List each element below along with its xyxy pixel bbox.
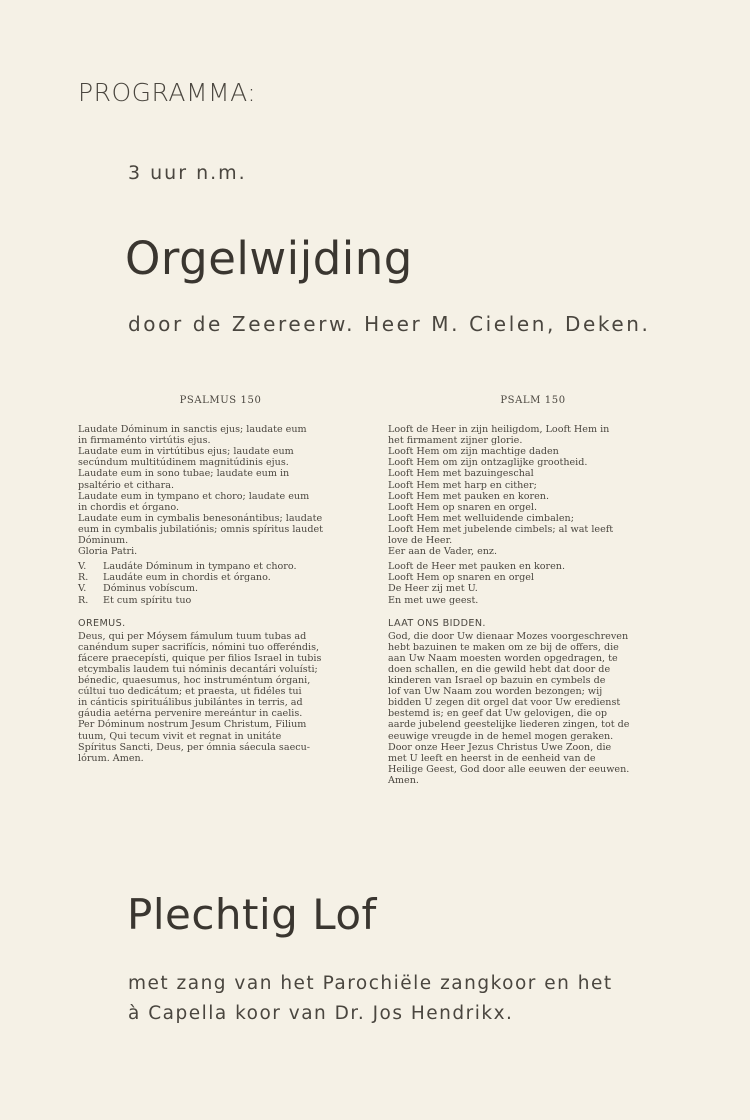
dutch-psalm-line: Looft Hem met harp en cither;: [388, 479, 537, 491]
dutch-psalm-line: Looft Hem met bazuingeschal: [388, 468, 534, 480]
dutch-prayer-line: Door onze Heer Jezus Christus Uwe Zoon, die: [388, 741, 612, 753]
latin-psalm-line: in chordis et órgano.: [78, 501, 180, 513]
latin-psalm-line: Laudate eum in cymbalis benesonántibus; laudate: [78, 512, 323, 524]
response-row: [78, 595, 363, 606]
dutch-psalm-line: Looft Hem met welluidende cimbalen;: [388, 512, 574, 524]
dutch-column: [388, 395, 678, 786]
versicle-row: [78, 583, 363, 594]
dutch-psalm-line: het firmament zijner glorie.: [388, 435, 523, 447]
latin-psalm-line: Dóminum.: [78, 535, 129, 547]
dutch-responses: [388, 561, 678, 605]
dutch-psalm-line: Looft de Heer in zijn heiligdom, Looft Hem in: [388, 424, 610, 436]
response-mark: R.: [78, 572, 89, 584]
orgelwijding-title: Orgelwijding: [125, 232, 413, 285]
dutch-response-line: En met uwe geest.: [388, 594, 479, 606]
latin-prayer-text: [78, 631, 363, 764]
dutch-response-line: Looft de Heer met pauken en koren.: [388, 561, 566, 573]
dutch-prayer-line: eeuwige vreugde in de hemel mogen geraken.: [388, 730, 614, 742]
dutch-prayer-line: aan Uw Naam moesten worden opgedragen, te: [388, 652, 618, 664]
dutch-response-line: De Heer zij met U.: [388, 583, 478, 595]
dutch-prayer-line: met U leeft en heerst in de eenheid van de: [388, 752, 596, 764]
versicle-text: Laudáte Dóminum in tympano et choro.: [103, 561, 297, 573]
latin-psalm-heading: PSALMUS 150: [179, 395, 262, 406]
versicle-row: [78, 561, 363, 572]
dutch-psalm-heading: PSALM 150: [500, 395, 566, 406]
dutch-prayer-line: God, die door Uw dienaar Mozes voorgeschreven: [388, 630, 629, 642]
latin-psalm-line: Gloria Patri.: [78, 546, 138, 558]
dutch-prayer-heading: LAAT ONS BIDDEN.: [388, 617, 486, 629]
response-text: Et cum spíritu tuo: [103, 594, 192, 606]
dutch-prayer-line: doen schallen, en die gewild hebt dat door de: [388, 663, 611, 675]
latin-prayer-heading: OREMUS.: [78, 617, 126, 629]
latin-psalm-text: [78, 424, 363, 557]
dutch-psalm-line: Looft Hem op snaren en orgel.: [388, 501, 538, 513]
latin-prayer-line: lórum. Amen.: [78, 752, 144, 764]
dutch-prayer-line: aarde jubelend geestelijke liederen zingen, tot de: [388, 719, 630, 731]
time-label: 3 uur n.m.: [128, 162, 247, 184]
dutch-psalm-line: Looft Hem om zijn machtige daden: [388, 446, 559, 458]
latin-psalm-line: Laudate eum in sono tubae; laudate eum in: [78, 468, 290, 480]
lof-description-line: met zang van het Parochiële zangkoor en het: [128, 973, 613, 994]
dutch-psalm-line: Looft Hem om zijn ontzaglijke grootheid.: [388, 457, 588, 469]
latin-prayer-line: Spíritus Sancti, Deus, per ómnia sáecula saecu-: [78, 741, 311, 753]
dutch-psalm-line: love de Heer.: [388, 535, 453, 547]
latin-psalm-line: secúndum multitúdinem magnitúdinis ejus.: [78, 457, 289, 469]
latin-prayer-line: Per Dóminum nostrum Jesum Christum, Filium: [78, 719, 307, 731]
latin-prayer-line: etcymbalis laudem tui nóminis decantári voluísti;: [78, 663, 318, 675]
latin-psalm-line: Laudate eum in tympano et choro; laudate eum: [78, 490, 310, 502]
latin-versicles: [78, 561, 363, 605]
dutch-response-line: Looft Hem op snaren en orgel: [388, 572, 535, 584]
dutch-psalm-line: Eer aan de Vader, enz.: [388, 546, 498, 558]
dutch-prayer-line: lof van Uw Naam zou worden bezongen; wij: [388, 686, 603, 698]
versicle-mark: V.: [78, 561, 87, 573]
latin-prayer-line: fácere praecepísti, quique per filios Israel in tubis: [78, 652, 322, 664]
latin-prayer-line: Deus, qui per Móysem fámulum tuum tubas ad: [78, 630, 307, 642]
latin-prayer-line: canéndum super sacrifícis, nómini tuo offeréndis,: [78, 641, 320, 653]
programma-heading: PROGRAMMA:: [78, 78, 257, 107]
response-text: Laudáte eum in chordis et órgano.: [103, 572, 271, 584]
response-mark: R.: [78, 594, 89, 606]
dutch-prayer-text: [388, 631, 678, 786]
dutch-prayer-line: bestemd is; en geef dat Uw gelovigen, die op: [388, 708, 608, 720]
dutch-prayer-line: kinderen van Israel op bazuin en cymbels de: [388, 675, 606, 687]
orgelwijding-subtitle: door de Zeereerw. Heer M. Cielen, Deken.: [128, 312, 651, 336]
dutch-prayer-line: hebt bazuinen te maken om ze bij de offers, die: [388, 641, 619, 653]
latin-psalm-line: eum in cymbalis jubilatiónis; omnis spíritus laudet: [78, 523, 323, 535]
dutch-psalm-line: Looft Hem met pauken en koren.: [388, 490, 549, 502]
latin-prayer-line: cúltui tuo dedicátum; et praesta, ut fidéles tui: [78, 686, 302, 698]
latin-psalm-line: psaltério et cithara.: [78, 479, 174, 491]
plechtig-lof-title: Plechtig Lof: [127, 890, 377, 939]
lof-description-line: à Capella koor van Dr. Jos Hendrikx.: [128, 1003, 514, 1024]
dutch-prayer-line: bidden U zegen dit orgel dat voor Uw eredienst: [388, 697, 621, 709]
latin-psalm-line: Laudate Dóminum in sanctis ejus; laudate eum: [78, 424, 307, 436]
versicle-text: Dóminus vobíscum.: [103, 583, 198, 595]
dutch-psalm-line: Looft Hem met jubelende cimbels; al wat leeft: [388, 523, 614, 535]
dutch-prayer-line: Amen.: [388, 774, 419, 786]
dutch-psalm-text: [388, 424, 678, 557]
latin-psalm-line: in firmaménto virtútis ejus.: [78, 435, 211, 447]
latin-prayer-line: tuum, Qui tecum vivit et regnat in unitáte: [78, 730, 282, 742]
latin-column: [78, 395, 363, 764]
dutch-prayer-line: Heilige Geest, God door alle eeuwen der eeuwen.: [388, 763, 630, 775]
latin-psalm-line: Laudate eum in virtútibus ejus; laudate eum: [78, 446, 294, 458]
versicle-mark: V.: [78, 583, 87, 595]
response-row: [78, 572, 363, 583]
latin-prayer-line: bénedic, quaesumus, hoc instruméntum órgani,: [78, 675, 311, 687]
latin-prayer-line: in cánticis spirituálibus jubilántes in terris, ad: [78, 697, 303, 709]
latin-prayer-line: gáudia aetérna pervenire mereántur in caelis.: [78, 708, 303, 720]
